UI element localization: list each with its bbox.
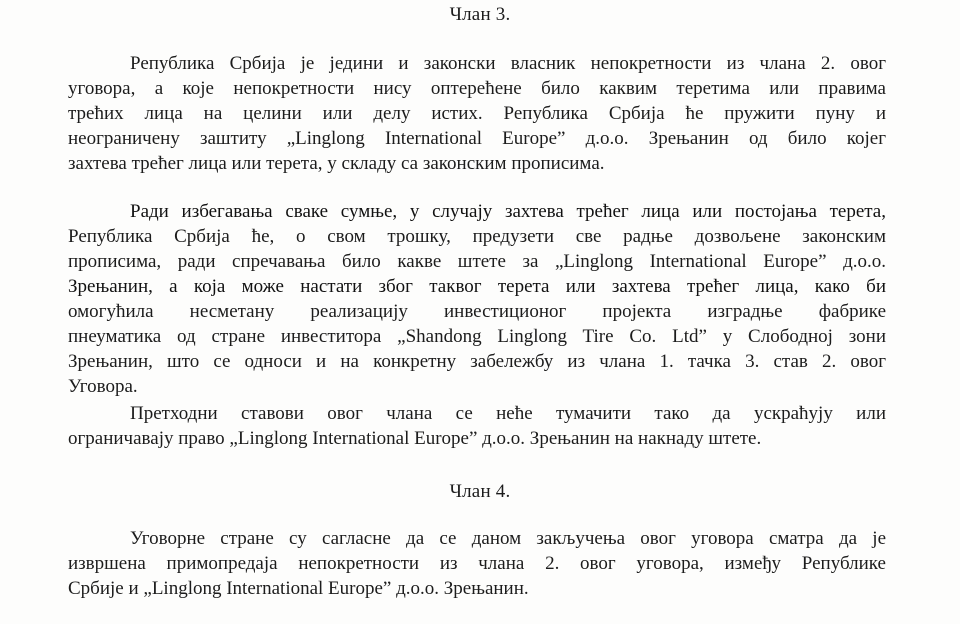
article-3-p1-line-1: Република Србија је једини и законски власник непокретности из члана 2. овог [130,53,886,74]
article-3-p1-line-2: уговора, а које непокретности нису оптерећене било каквим теретима или правима [68,78,886,99]
article-3-heading: Члан 3. [449,4,511,25]
article-4-p1-line-2: извршена примопредаја непокретности из члана 2. овог уговора, између Републике [68,553,886,574]
article-3-p2-line-8: Уговора. [68,376,138,397]
article-4-heading: Члан 4. [449,481,511,502]
article-3-p3-line-1: Претходни ставови овог члана се неће тумачити тако да ускраћују или [130,403,886,424]
article-3-p2-line-2: Република Србија ће, о свом трошку, предузети све радње дозвољене законским [68,226,886,247]
article-3-p2-line-3: прописима, ради спречавања било какве штете за „Linglong International Europe” д.о.о. [68,251,886,272]
article-3-p3-line-2: ограничавају право „Linglong International Europe” д.о.о. Зрењанин на накнаду штете. [68,428,762,449]
article-3-p2-line-1: Ради избегавања сваке сумње, у случају захтева трећег лица или постојања терета, [130,201,886,222]
article-3-p1-line-3: трећих лица на целини или делу истих. Република Србија ће пружити пуну и [68,103,886,124]
article-3-p1-line-5: захтева трећег лица или терета, у складу са законским прописима. [68,153,605,174]
article-3-p2-line-7: Зрењанин, што се односи и на конкретну забележбу из члана 1. тачка 3. став 2. овог [68,351,886,372]
article-3-p2-line-6: пнеуматика од стране инвеститора „Shandong Linglong Tire Co. Ltd” у Слободној зони [68,326,886,347]
article-3-p2-line-5: омогућила несметану реализацију инвестиционог пројекта изградње фабрике [68,301,886,322]
article-3-p1-line-4: неограничену заштиту „Linglong International Europe” д.о.о. Зрењанин од било којег [68,128,886,149]
article-3-p2-line-4: Зрењанин, а која може настати због таквог терета или захтева трећег лица, како би [68,276,886,297]
article-4-p1-line-1: Уговорне стране су сагласне да се даном закључења овог уговора сматра да је [130,528,886,549]
article-4-p1-line-3: Србије и „Linglong International Europe” д.о.о. Зрењанин. [68,578,529,599]
